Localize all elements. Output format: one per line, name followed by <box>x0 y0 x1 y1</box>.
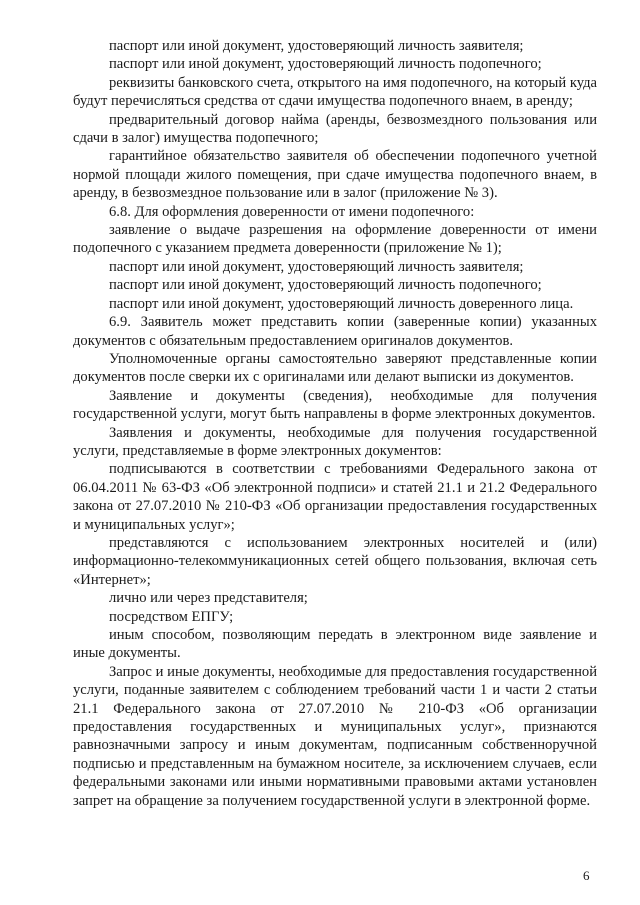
document-body <box>73 37 597 810</box>
paragraph: паспорт или иной документ, удостоверяющий личность подопечного; <box>109 56 542 73</box>
section-heading-6-8: 6.8. Для оформления доверенности от имени подопечного: <box>109 203 475 220</box>
paragraph: Запрос и иные документы, необходимые для предоставления государственной услуги, поданные заявителем с соблюдением требований части 1 и части 2 статьи 21.1 Федерального закона от 27.07.2010 № 210-ФЗ «Об организации предоставления государственных и муниципальных услуг», признаются равнозначными запросу и иным документам, подписанным собственноручной подписью и представленным на бумажном носителе, за исключением случаев, если федеральными законами или иными нормативными правовыми актами установлен запрет на обращение за получением государственной услуги в электронной форме. <box>73 663 597 809</box>
paragraph: Заявление и документы (сведения), необходимые для получения государственной услуги, могут быть направлены в форме электронных документов. <box>73 387 597 423</box>
paragraph: иным способом, позволяющим передать в электронном виде заявление и иные документы. <box>73 627 597 662</box>
paragraph: предварительный договор найма (аренды, безвозмездного пользования или сдачи в залог) имущества подопечного; <box>73 111 597 147</box>
paragraph: паспорт или иной документ, удостоверяющий личность заявителя; <box>109 38 524 54</box>
section-paragraph-6-9: 6.9. Заявитель может представить копии (заверенные копии) указанных документов с обязательным предоставлением оригиналов документов. <box>73 314 597 349</box>
paragraph: представляются с использованием электронных носителей и (или) информационно-телекоммуникационных сетей общего пользования, включая сеть «Интернет»; <box>73 534 597 588</box>
paragraph: подписываются в соответствии с требованиями Федерального закона от 06.04.2011 № 63-ФЗ «Об электронной подписи» и статей 21.1 и 21.2 Федерального закона от 27.07.2010 № 210-ФЗ «Об организации предоставления государственных и муниципальных услуг»; <box>73 461 597 533</box>
paragraph: реквизиты банковского счета, открытого на имя подопечного, на который куда будут перечисляться средства от сдачи имущества подопечного внаем, в аренду; <box>73 74 597 110</box>
paragraph: паспорт или иной документ, удостоверяющий личность подопечного; <box>109 277 542 294</box>
paragraph: посредством ЕПГУ; <box>109 608 234 625</box>
paragraph: заявление о выдаче разрешения на оформление доверенности от имени подопечного с указанием предмета доверенности (приложение № 1); <box>73 222 597 257</box>
paragraph: Заявления и документы, необходимые для получения государственной услуги, представляемые в форме электронных документов: <box>73 424 597 459</box>
paragraph: паспорт или иной документ, удостоверяющий личность заявителя; <box>109 258 524 275</box>
paragraph: паспорт или иной документ, удостоверяющий личность доверенного лица. <box>109 295 574 312</box>
paragraph: лично или через представителя; <box>109 590 308 607</box>
paragraph: Уполномоченные органы самостоятельно заверяют представленные копии документов после сверки их с оригиналами или делают выписки из документов. <box>73 350 597 386</box>
page-number: 6 <box>583 868 590 883</box>
paragraph: гарантийное обязательство заявителя об обеспечении подопечного учетной нормой площади жилого помещения, при сдаче имущества подопечного внаем, в аренду, в безвозмездное пользование или в залог (приложение № 3). <box>73 148 597 202</box>
